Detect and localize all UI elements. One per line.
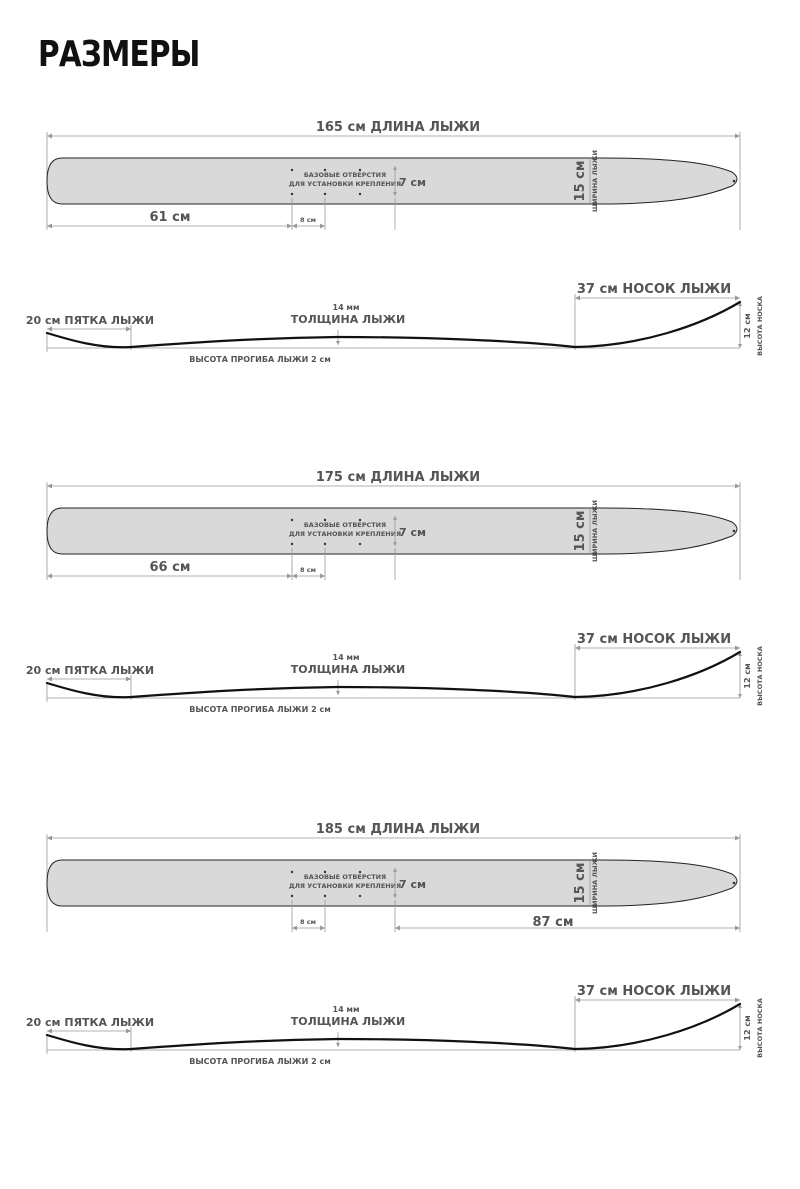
thickness-value-label: 14 мм [332, 1005, 360, 1014]
camber-height-label: ВЫСОТА ПРОГИБА ЛЫЖИ 2 см [189, 1057, 331, 1066]
mounting-holes-label-line2: ДЛЯ УСТАНОВКИ КРЕПЛЕНИЯ [288, 882, 402, 890]
toe-height-caption: ВЫСОТА НОСКА [756, 646, 764, 706]
toe-height-caption: ВЫСОТА НОСКА [756, 998, 764, 1058]
binding-offset-dimension-line-arrow-right [735, 926, 740, 931]
binding-offset-dimension-line-arrow-right [287, 224, 292, 229]
binding-offset-dimension-line-arrow-left [47, 574, 52, 579]
thickness-caption: ТОЛЩИНА ЛЫЖИ [290, 663, 406, 676]
length-dimension-line-arrow-left [47, 134, 52, 139]
hole-spacing-dimension-line-arrow-right [320, 926, 325, 931]
ski-length-label: 185 см ДЛИНА ЛЫЖИ [315, 822, 481, 837]
toe-height-arrow-bottom [738, 694, 742, 698]
hole-spacing-dimension-line-arrow-left [292, 574, 297, 579]
tip-hole-dot [733, 180, 736, 183]
mounting-hole-4 [324, 895, 326, 897]
toe-dimension-line-arrow-right [735, 296, 740, 301]
thickness-value-label: 14 мм [332, 653, 360, 662]
hole-spacing-label: 8 см [300, 918, 316, 926]
tip-hole-dot [733, 530, 736, 533]
mounting-hole-6 [359, 543, 361, 545]
toe-height-value-label: 12 см [743, 313, 752, 339]
mounting-holes-label-line1: БАЗОВЫЕ ОТВЕРСТИЯ [303, 171, 387, 179]
ski-width-value-label: 15 см [573, 862, 588, 904]
ski-set-2 [0, 468, 800, 768]
mounting-holes-label-line2: ДЛЯ УСТАНОВКИ КРЕПЛЕНИЯ [288, 180, 402, 188]
heel-dimension-line-arrow-right [126, 677, 131, 682]
binding-offset-dimension-line-arrow-left [47, 224, 52, 229]
mounting-hole-2 [291, 543, 293, 545]
mounting-hole-2 [291, 193, 293, 195]
thickness-marker-arrow [336, 1043, 340, 1047]
mounting-hole-4 [324, 543, 326, 545]
toe-length-label: 37 см НОСОК ЛЫЖИ [576, 632, 732, 647]
binding-width-label: 7 см [399, 878, 426, 891]
toe-dimension-line-arrow-right [735, 646, 740, 651]
hole-spacing-dimension-line-arrow-right [320, 224, 325, 229]
mounting-holes-label-line1: БАЗОВЫЕ ОТВЕРСТИЯ [303, 521, 387, 529]
toe-height-caption: ВЫСОТА НОСКА [756, 296, 764, 356]
camber-height-label: ВЫСОТА ПРОГИБА ЛЫЖИ 2 см [189, 355, 331, 364]
length-dimension-line-arrow-right [735, 134, 740, 139]
heel-dimension-line-arrow-left [47, 327, 52, 332]
thickness-caption: ТОЛЩИНА ЛЫЖИ [290, 313, 406, 326]
ski-set-3 [0, 820, 800, 1120]
ski-width-value-label: 15 см [573, 510, 588, 552]
mounting-hole-1 [291, 871, 293, 873]
hole-spacing-dimension-line-arrow-left [292, 926, 297, 931]
mounting-hole-6 [359, 895, 361, 897]
length-dimension-line-arrow-left [47, 836, 52, 841]
mounting-hole-2 [291, 895, 293, 897]
length-dimension-line-arrow-left [47, 484, 52, 489]
heel-length-label: 20 см ПЯТКА ЛЫЖИ [25, 314, 155, 327]
binding-offset-label: 87 см [532, 915, 574, 930]
hole-spacing-dimension-line-arrow-left [292, 224, 297, 229]
thickness-marker-arrow [336, 341, 340, 345]
binding-offset-label: 66 см [149, 560, 191, 575]
toe-height-arrow-bottom [738, 1046, 742, 1050]
mounting-hole-1 [291, 519, 293, 521]
ski-length-label: 175 см ДЛИНА ЛЫЖИ [315, 470, 481, 485]
toe-dimension-line-arrow-right [735, 998, 740, 1003]
camber-height-label: ВЫСОТА ПРОГИБА ЛЫЖИ 2 см [189, 705, 331, 714]
hole-spacing-label: 8 см [300, 216, 316, 224]
hole-spacing-dimension-line-arrow-right [320, 574, 325, 579]
mounting-hole-1 [291, 169, 293, 171]
tip-hole-dot [733, 882, 736, 885]
heel-dimension-line-arrow-right [126, 327, 131, 332]
mounting-holes-label-line1: БАЗОВЫЕ ОТВЕРСТИЯ [303, 873, 387, 881]
mounting-hole-6 [359, 193, 361, 195]
binding-offset-label: 61 см [149, 210, 191, 225]
toe-height-value-label: 12 см [743, 663, 752, 689]
ski-diagram [0, 118, 800, 418]
binding-width-label: 7 см [399, 176, 426, 189]
length-dimension-line-arrow-right [735, 836, 740, 841]
ski-width-caption: ШИРИНА ЛЫЖИ [591, 150, 599, 212]
ski-diagram [0, 820, 800, 1120]
binding-width-label: 7 см [399, 526, 426, 539]
toe-height-arrow-bottom [738, 344, 742, 348]
toe-length-label: 37 см НОСОК ЛЫЖИ [576, 282, 732, 297]
thickness-caption: ТОЛЩИНА ЛЫЖИ [290, 1015, 406, 1028]
mounting-holes-label-line2: ДЛЯ УСТАНОВКИ КРЕПЛЕНИЯ [288, 530, 402, 538]
ski-width-caption: ШИРИНА ЛЫЖИ [591, 852, 599, 914]
ski-set-1 [0, 118, 800, 418]
heel-length-label: 20 см ПЯТКА ЛЫЖИ [25, 664, 155, 677]
binding-offset-dimension-line-arrow-left [395, 926, 400, 931]
heel-dimension-line-arrow-right [126, 1029, 131, 1034]
binding-offset-dimension-line-arrow-right [287, 574, 292, 579]
page-title: РАЗМЕРЫ [38, 34, 200, 75]
length-dimension-line-arrow-right [735, 484, 740, 489]
thickness-marker-arrow [336, 691, 340, 695]
thickness-value-label: 14 мм [332, 303, 360, 312]
toe-length-label: 37 см НОСОК ЛЫЖИ [576, 984, 732, 999]
hole-spacing-label: 8 см [300, 566, 316, 574]
heel-length-label: 20 см ПЯТКА ЛЫЖИ [25, 1016, 155, 1029]
heel-dimension-line-arrow-left [47, 1029, 52, 1034]
ski-width-value-label: 15 см [573, 160, 588, 202]
mounting-hole-4 [324, 193, 326, 195]
ski-diagram [0, 468, 800, 768]
heel-dimension-line-arrow-left [47, 677, 52, 682]
ski-length-label: 165 см ДЛИНА ЛЫЖИ [315, 120, 481, 135]
toe-height-value-label: 12 см [743, 1015, 752, 1041]
ski-width-caption: ШИРИНА ЛЫЖИ [591, 500, 599, 562]
